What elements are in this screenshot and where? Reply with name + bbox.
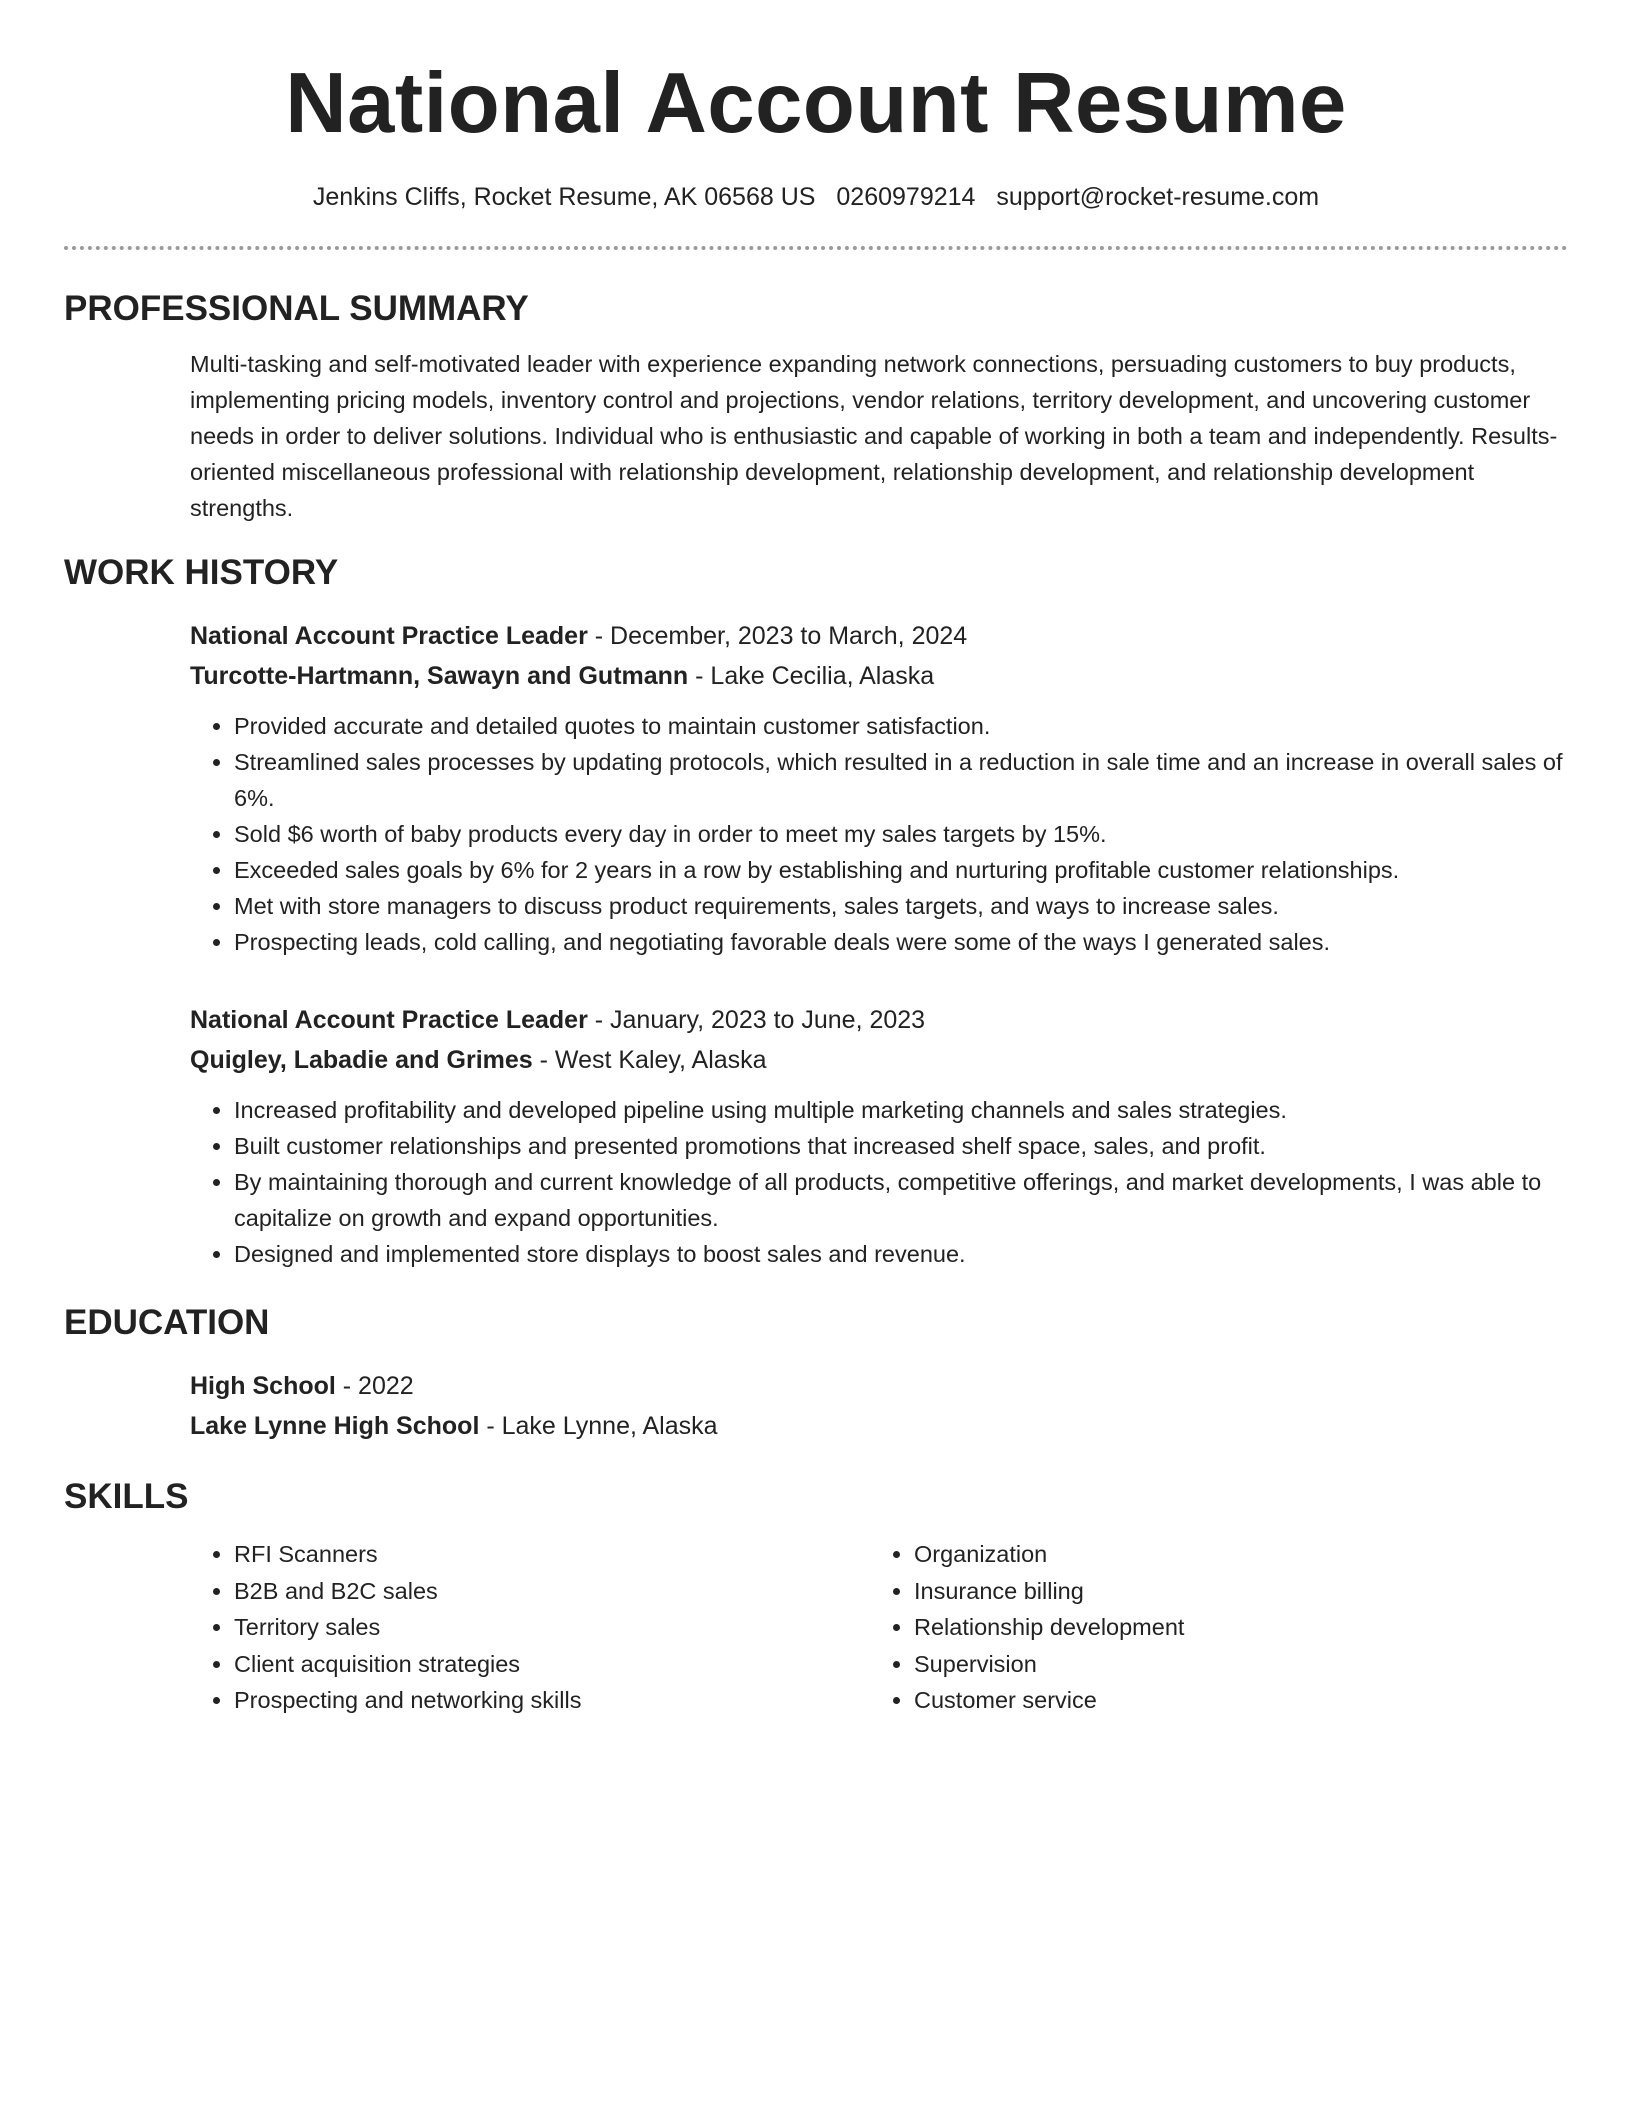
contact-address: Jenkins Cliffs, Rocket Resume, AK 06568 US bbox=[312, 183, 816, 211]
job-bullet: • Built customer relationships and presented promotions that increased shelf space, sales, and profit. bbox=[234, 1128, 1568, 1164]
job-dates: - January, 2023 to June, 2023 bbox=[587, 1006, 926, 1034]
skills-heading: SKILLS bbox=[64, 1477, 189, 1516]
job-location: - West Kaley, Alaska bbox=[532, 1046, 767, 1074]
job-bullet: • Designed and implemented store displays to boost sales and revenue. bbox=[234, 1236, 1568, 1272]
job-bullet: • Streamlined sales processes by updating protocols, which resulted in a reduction in sale time and an increase in overall sales of 6%. bbox=[234, 744, 1568, 816]
skill-item: • Insurance billing bbox=[914, 1573, 1550, 1610]
education-degree-line bbox=[190, 1366, 1568, 1406]
job-company-line bbox=[190, 1040, 1568, 1080]
job-title-line bbox=[190, 1000, 1568, 1040]
contact-phone: 0260979214 bbox=[836, 183, 976, 211]
education-entry bbox=[190, 1366, 1568, 1446]
skills-grid bbox=[190, 1536, 1568, 1719]
resume-title: National Account Resume bbox=[285, 56, 1347, 151]
header-divider bbox=[64, 246, 1568, 250]
skill-item: • Client acquisition strategies bbox=[234, 1646, 870, 1683]
education-degree: High School bbox=[190, 1372, 336, 1400]
job-dates: - December, 2023 to March, 2024 bbox=[587, 622, 968, 650]
education-school-line bbox=[190, 1406, 1568, 1446]
education-location: - Lake Lynne, Alaska bbox=[479, 1412, 718, 1440]
skills-column-right bbox=[870, 1536, 1550, 1719]
skills-column-left bbox=[190, 1536, 870, 1719]
work-history-heading: WORK HISTORY bbox=[64, 553, 339, 592]
job-bullets bbox=[190, 708, 1568, 960]
summary-text: Multi-tasking and self-motivated leader with experience expanding network connections, persuading customers to buy products, implementing pricing models, inventory control and projections, vendor relations, territory development, and uncovering customer needs in order to deliver solutions. Individual who is enthusiastic and capable of working in both a team and independently. Results-oriented miscellaneous professional with relationship development, relationship development, and relationship development strengths. bbox=[190, 351, 1558, 521]
job-title: National Account Practice Leader bbox=[190, 622, 588, 650]
job-company: Quigley, Labadie and Grimes bbox=[190, 1046, 533, 1074]
skill-item: • Supervision bbox=[914, 1646, 1550, 1683]
job-title-line bbox=[190, 616, 1568, 656]
job-company: Turcotte-Hartmann, Sawayn and Gutmann bbox=[190, 662, 689, 690]
skill-item: • Organization bbox=[914, 1536, 1550, 1573]
job-bullet: • By maintaining thorough and current knowledge of all products, competitive offerings, and market developments, I was able to capitalize on growth and expand opportunities. bbox=[234, 1164, 1568, 1236]
job-entry bbox=[190, 1000, 1568, 1272]
job-bullet: • Met with store managers to discuss product requirements, sales targets, and ways to increase sales. bbox=[234, 888, 1568, 924]
job-bullets bbox=[190, 1092, 1568, 1272]
job-entry bbox=[190, 616, 1568, 960]
skill-item: • Territory sales bbox=[234, 1609, 870, 1646]
summary-heading: PROFESSIONAL SUMMARY bbox=[64, 289, 529, 328]
skill-item: • RFI Scanners bbox=[234, 1536, 870, 1573]
education-year: - 2022 bbox=[335, 1372, 414, 1400]
skill-item: • Customer service bbox=[914, 1682, 1550, 1719]
job-bullet: • Increased profitability and developed pipeline using multiple marketing channels and sales strategies. bbox=[234, 1092, 1568, 1128]
skill-item: • Prospecting and networking skills bbox=[234, 1682, 870, 1719]
job-bullet: • Sold $6 worth of baby products every day in order to meet my sales targets by 15%. bbox=[234, 816, 1568, 852]
job-company-line bbox=[190, 656, 1568, 696]
skill-item: • B2B and B2C sales bbox=[234, 1573, 870, 1610]
job-location: - Lake Cecilia, Alaska bbox=[688, 662, 935, 690]
job-bullet: • Provided accurate and detailed quotes to maintain customer satisfaction. bbox=[234, 708, 1568, 744]
contact-line bbox=[64, 180, 1568, 214]
education-heading: EDUCATION bbox=[64, 1303, 270, 1342]
job-title: National Account Practice Leader bbox=[190, 1006, 588, 1034]
skill-item: • Relationship development bbox=[914, 1609, 1550, 1646]
job-bullet: • Exceeded sales goals by 6% for 2 years in a row by establishing and nurturing profitable customer relationships. bbox=[234, 852, 1568, 888]
job-bullet: • Prospecting leads, cold calling, and negotiating favorable deals were some of the ways I generated sales. bbox=[234, 924, 1568, 960]
education-school: Lake Lynne High School bbox=[190, 1412, 480, 1440]
contact-email: support@rocket-resume.com bbox=[996, 183, 1320, 211]
